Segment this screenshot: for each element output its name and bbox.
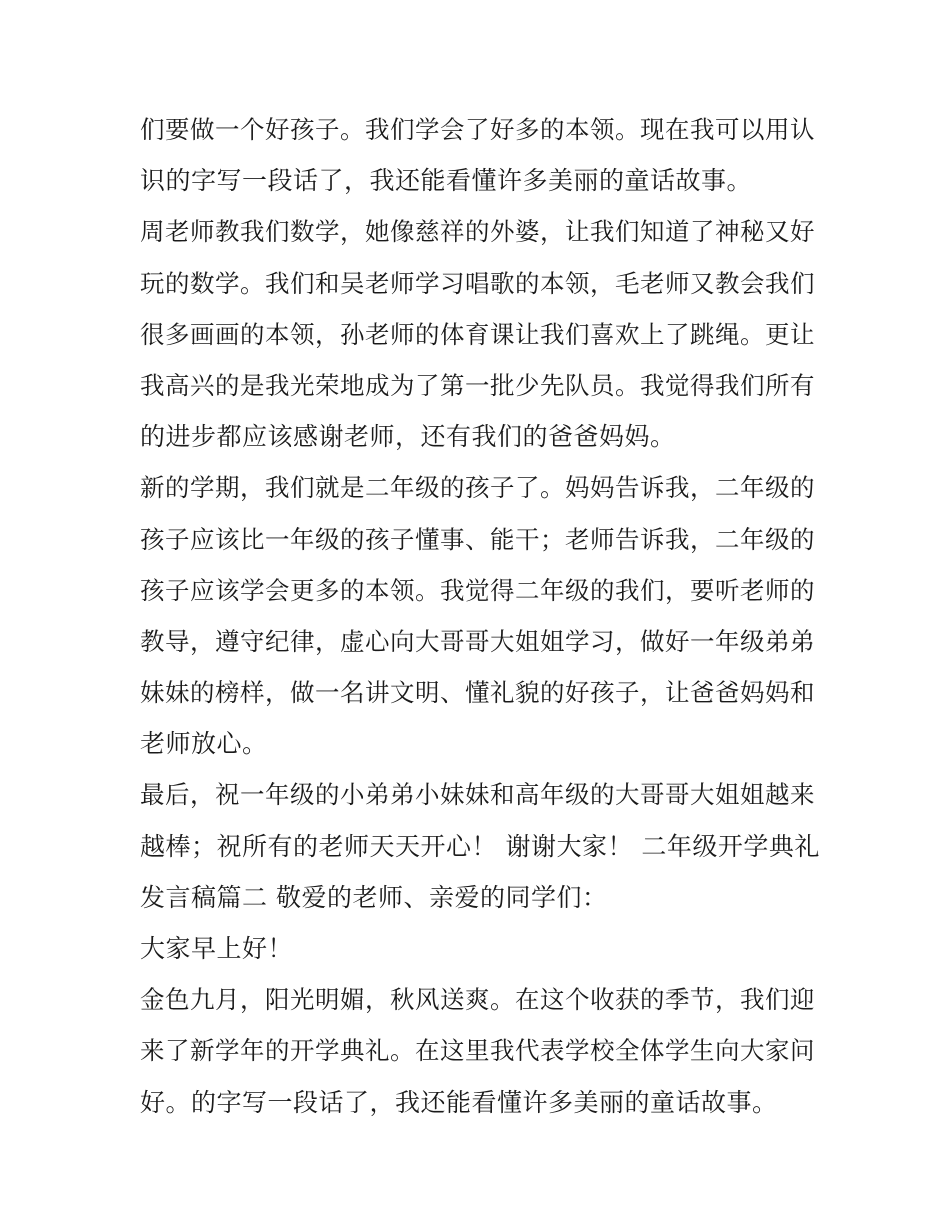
text-line: 我高兴的是我光荣地成为了第一批少先队员。我觉得我们所有 [140, 370, 815, 400]
text-line: 孩子应该比一年级的孩子懂事、能干；老师告诉我，二年级的 [140, 524, 815, 554]
text-line: 教导，遵守纪律，虚心向大哥哥大姐姐学习，做好一年级弟弟 [140, 626, 815, 656]
text-line: 好。的字写一段话了，我还能看懂许多美丽的童话故事。 [140, 1087, 778, 1117]
text-line: 金色九月，阳光明媚，秋风送爽。在这个收获的季节，我们迎 [140, 985, 815, 1015]
text-line: 越棒；祝所有的老师天天开心！ 谢谢大家！ 二年级开学典礼 [140, 831, 820, 861]
document-body [140, 104, 820, 1128]
text-line: 发言稿篇二 敬爱的老师、亲爱的同学们： [140, 882, 608, 912]
text-line: 最后，祝一年级的小弟弟小妹妹和高年级的大哥哥大姐姐越来 [140, 780, 815, 810]
text-line: 妹妹的榜样，做一名讲文明、懂礼貌的好孩子，让爸爸妈妈和 [140, 678, 815, 708]
text-line: 识的字写一段话了，我还能看懂许多美丽的童话故事。 [140, 166, 753, 196]
text-line: 老师放心。 [140, 729, 268, 759]
text-line: 周老师教我们数学，她像慈祥的外婆，让我们知道了神秘又好 [140, 217, 815, 247]
text-line: 很多画画的本领，孙老师的体育课让我们喜欢上了跳绳。更让 [140, 319, 815, 349]
text-line: 来了新学年的开学典礼。在这里我代表学校全体学生向大家问 [140, 1036, 815, 1066]
text-line: 新的学期，我们就是二年级的孩子了。妈妈告诉我，二年级的 [140, 473, 815, 503]
text-line: 孩子应该学会更多的本领。我觉得二年级的我们，要听老师的 [140, 575, 815, 605]
text-line: 玩的数学。我们和吴老师学习唱歌的本领，毛老师又教会我们 [140, 268, 815, 298]
text-line: 的进步都应该感谢老师，还有我们的爸爸妈妈。 [140, 422, 676, 452]
text-line: 们要做一个好孩子。我们学会了好多的本领。现在我可以用认 [140, 115, 815, 144]
text-line: 大家早上好！ [140, 934, 294, 963]
